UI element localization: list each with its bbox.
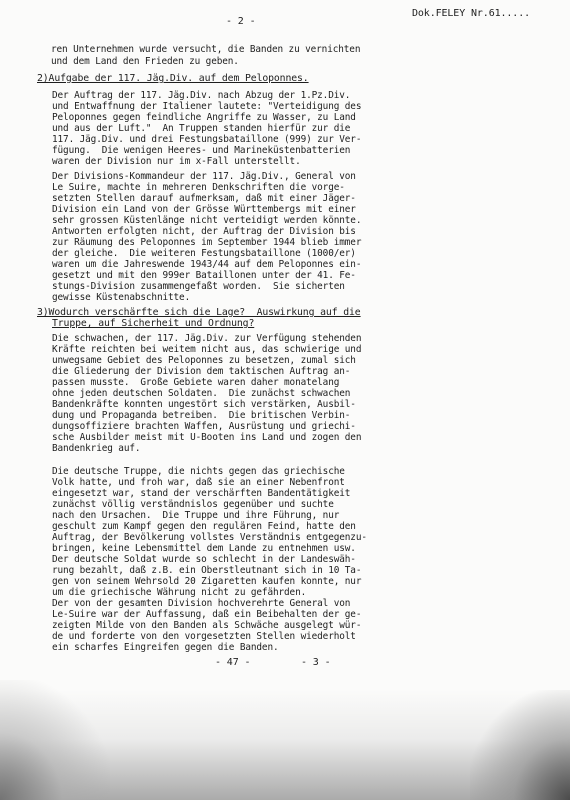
paragraph-line: Bandenkräfte konnten ungestört sich verstärken, Ausbil- — [52, 399, 356, 410]
paragraph-line: waren der Division nur im x-Fall unterstellt. — [52, 156, 301, 167]
paragraph-line: Der deutsche Soldat wurde so schlecht in der Landeswäh- — [52, 554, 356, 565]
intro-line: ren Unternehmen wurde versucht, die Banden zu vernichten — [51, 44, 361, 55]
paragraph-line: Le-Suire war der Auffassung, daß ein Beibehalten der ge- — [52, 609, 362, 620]
page-number-b: - 3 - — [301, 657, 331, 668]
paragraph-line: Le Suire, machte in mehreren Denkschriften die vorge- — [52, 182, 345, 193]
section-3-heading: 3)Wodurch verschärfte sich die Lage? Auswirkung auf die — [37, 307, 361, 318]
paragraph-line: fügung. Die wenigen Heeres- und Marineküstenbatterien — [52, 145, 351, 156]
paragraph-line: setzten Stellen darauf aufmerksam, daß mit einer Jäger- — [52, 193, 356, 204]
paragraph-line: sche Ausbilder meist mit U-Booten ins Land und zogen den — [52, 432, 362, 443]
paragraph-line: Die schwachen, der 117. Jäg.Div. zur Verfügung stehenden — [52, 333, 362, 344]
paragraph-line: Der Divisions-Kommandeur der 117. Jäg.Div., General von — [52, 171, 356, 182]
paragraph-line: sehr grossen Küstenlänge nicht verteidigt werden könnte. — [52, 215, 362, 226]
scan-shadow-right — [470, 690, 570, 800]
paragraph-line: Peloponnes gegen feindliche Angriffe zu Wasser, zu Land — [52, 112, 356, 123]
paragraph-line: geschult zum Kampf gegen den regulären Feind, hatte den — [52, 521, 356, 532]
paragraph-line: ohne jeden deutschen Soldaten. Die zunächst schwachen — [52, 388, 351, 399]
paragraph-line: dung und Propaganda betreiben. Die britischen Verbin- — [52, 410, 351, 421]
paragraph-line: Auftrag, der Bevölkerung vollstes Verständnis entgegenzu- — [52, 532, 367, 543]
paragraph-line: dungsoffiziere brachten Waffen, Ausrüstung und griechi- — [52, 421, 356, 432]
paragraph-line: stungs-Division zusammengefaßt worden. Sie sicherten — [52, 281, 345, 292]
paragraph-line: gen von seinem Wehrsold 20 Zigaretten kaufen konnte, nur — [52, 576, 362, 587]
paragraph-line: Der von der gesamten Division hochverehrte General von — [52, 598, 351, 609]
paragraph-line: waren um die Jahreswende 1943/44 auf dem Peloponnes ein- — [52, 259, 362, 270]
paragraph-line: bringen, keine Lebensmittel dem Lande zu entnehmen usw. — [52, 543, 356, 554]
paragraph-line: zur Räumung des Peloponnes im September 1944 blieb immer — [52, 237, 362, 248]
intro-line: und dem Land den Frieden zu geben. — [51, 56, 239, 67]
paragraph-line: und Entwaffnung der Italiener lautete: "Verteidigung des — [52, 101, 362, 112]
paragraph-line: Der Auftrag der 117. Jäg.Div. nach Abzug der 1.Pz.Div. — [52, 90, 351, 101]
section-3-heading: Truppe, auf Sicherheit und Ordnung? — [52, 318, 255, 329]
page-number-a: - 47 - — [215, 657, 251, 668]
paragraph-line: Antworten erfolgten nicht, der Auftrag der Division bis — [52, 226, 356, 237]
paragraph-line: die Gliederung der Division dem taktischen Auftrag an- — [52, 366, 351, 377]
paragraph-line: um die griechische Währung nicht zu gefährden. — [52, 587, 307, 598]
paragraph-line: Bandenkrieg auf. — [52, 443, 141, 454]
paragraph-line: Die deutsche Truppe, die nichts gegen das griechische — [52, 466, 345, 477]
paragraph-line: ein scharfes Eingreifen gegen die Banden. — [52, 642, 279, 653]
paragraph-line: Kräfte reichten bei weitem nicht aus, das schwierige und — [52, 344, 362, 355]
paragraph-line: 117. Jäg.Div. und drei Festungsbataillone (999) zur Ver- — [52, 134, 362, 145]
paragraph-line: Division ein Land von der Grösse Württembergs mit einer — [52, 204, 356, 215]
paragraph-line: gewisse Küstenabschnitte. — [52, 292, 191, 303]
paragraph-line: zunächst völlig verständnislos gegenüber und suchte — [52, 499, 334, 510]
paragraph-line: gesetzt und mit den 999er Bataillonen unter der 41. Fe- — [52, 270, 356, 281]
scan-shadow-left — [0, 680, 110, 800]
paragraph-line: der gleiche. Die weiteren Festungsbataillone (1000/er) — [52, 248, 356, 259]
paragraph-line: nach den Ursachen. Die Truppe und ihre Führung, nur — [52, 510, 340, 521]
document-reference: Dok.FELEY Nr.61..... — [412, 8, 531, 19]
paragraph-line: passen musste. Große Gebiete waren daher monatelang — [52, 377, 340, 388]
paragraph-line: Volk hatte, und froh war, daß sie an einer Nebenfront — [52, 477, 345, 488]
paragraph-line: zeigten Milde von den Banden als Schwäche ausgelegt wür- — [52, 620, 362, 631]
paragraph-line: rung bezahlt, daß z.B. ein Oberstleutnant sich in 10 Ta- — [52, 565, 362, 576]
paragraph-line: de und forderte von den vorgesetzten Stellen wiederholt — [52, 631, 356, 642]
paragraph-line: unwegsame Gebiet des Peloponnes zu besetzen, zumal sich — [52, 355, 356, 366]
page-marker-top: - 2 - — [226, 16, 256, 27]
paragraph-line: eingesetzt war, stand der verschärften Bandentätigkeit — [52, 488, 351, 499]
section-2-heading: 2)Aufgabe der 117. Jäg.Div. auf dem Peloponnes. — [37, 73, 309, 84]
paragraph-line: und aus der Luft." An Truppen standen hierfür zur die — [52, 123, 351, 134]
